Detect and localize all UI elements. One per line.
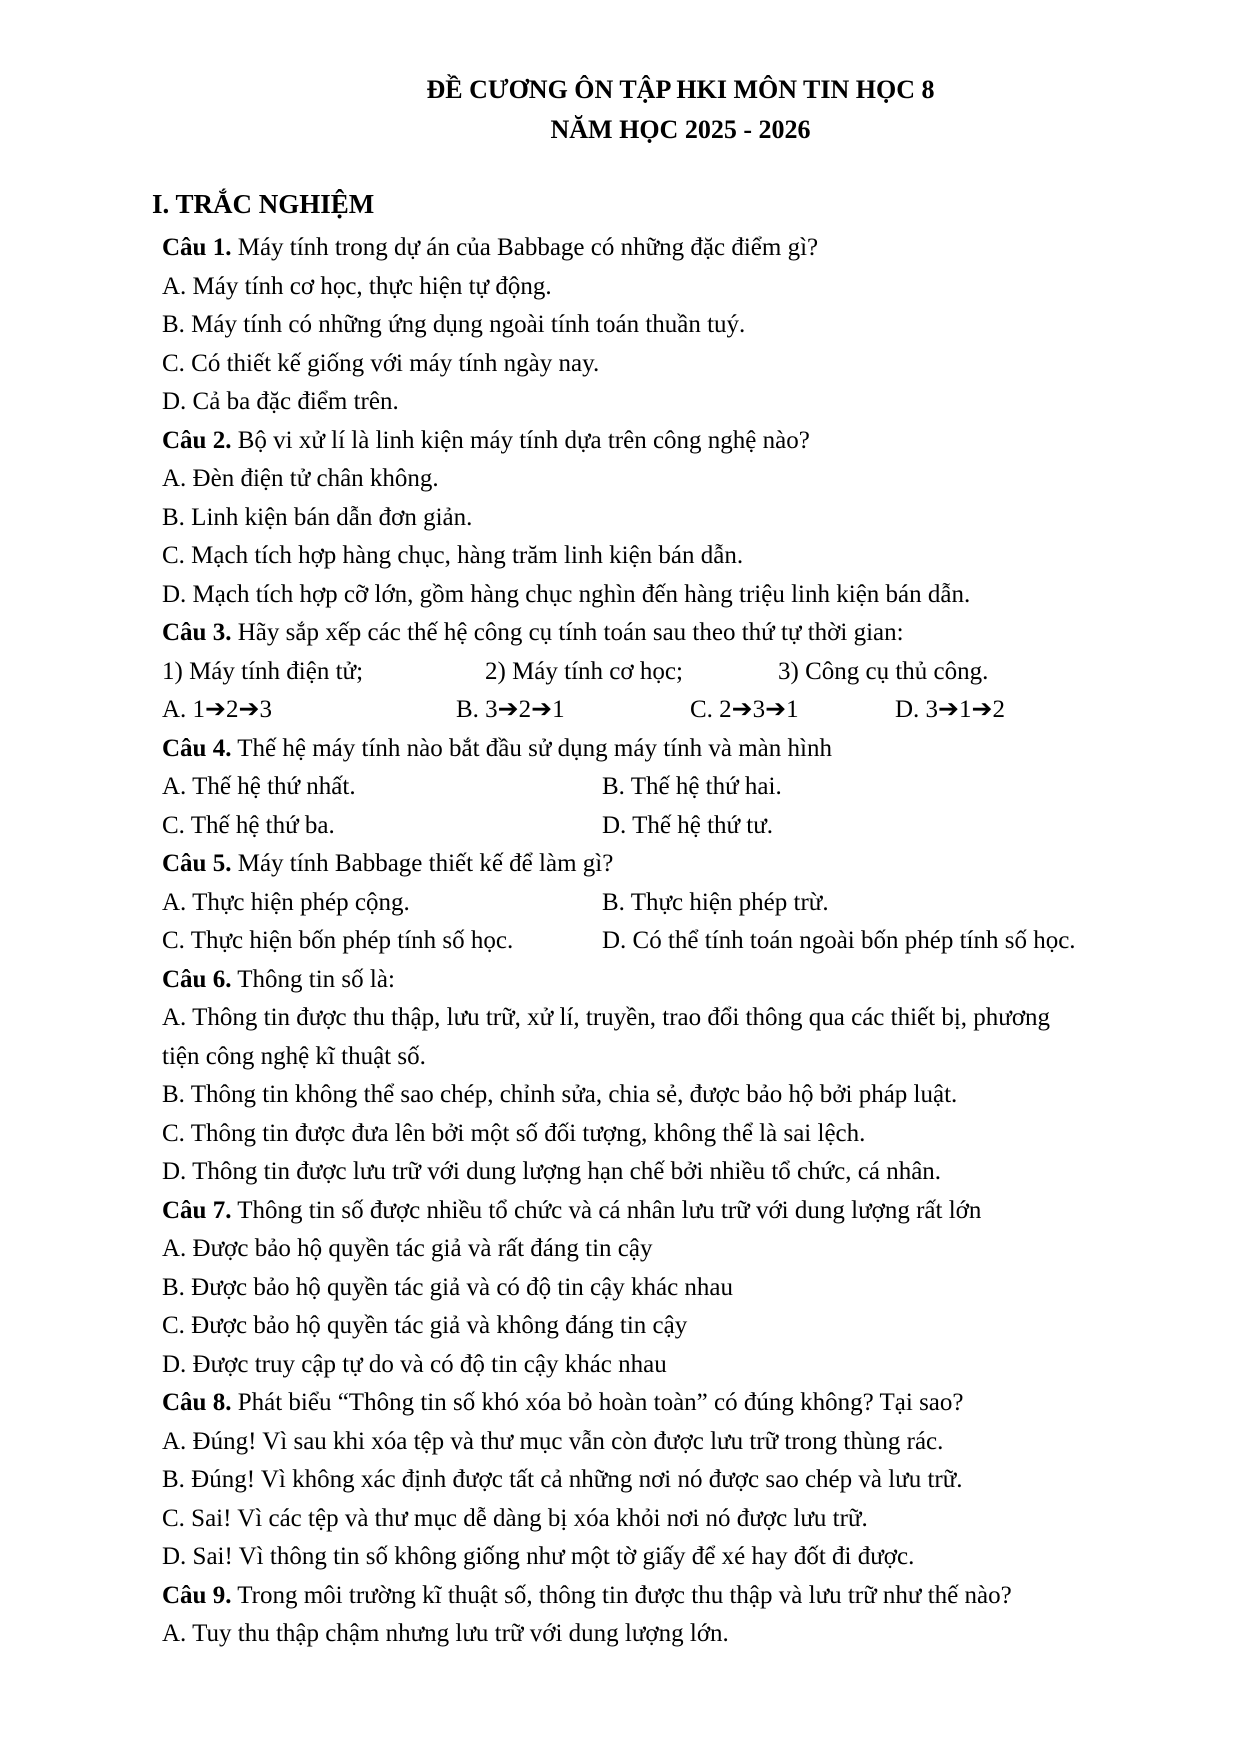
q6-option-a-line1: A. Thông tin được thu thập, lưu trữ, xử lí, truyền, trao đổi thông qua các thiết bị, phương: [162, 1004, 1051, 1031]
q2-option-a: A. Đèn điện tử chân không.: [162, 465, 439, 492]
question-3-text: Hãy sắp xếp các thế hệ công cụ tính toán sau theo thứ tự thời gian:: [231, 619, 904, 646]
q8-option-c: C. Sai! Vì các tệp và thư mục dễ dàng bị xóa khỏi nơi nó được lưu trữ.: [162, 1505, 868, 1532]
q6-option-d: D. Thông tin được lưu trữ với dung lượng hạn chế bởi nhiều tổ chức, cá nhân.: [162, 1158, 942, 1185]
q1-option-d: D. Cả ba đặc điểm trên.: [162, 388, 399, 415]
question-4-text: Thế hệ máy tính nào bắt đầu sử dụng máy tính và màn hình: [231, 735, 832, 762]
question-5-label: Câu 5.: [162, 850, 232, 877]
question-7-text: Thông tin số được nhiều tổ chức và cá nhân lưu trữ với dung lượng rất lớn: [231, 1197, 982, 1224]
q5-option-b: B. Thực hiện phép trừ.: [602, 889, 829, 916]
question-6-text: Thông tin số là:: [231, 966, 395, 993]
q9-option-a: A. Tuy thu thập chậm nhưng lưu trữ với dung lượng lớn.: [162, 1620, 729, 1647]
document-title-line2: NĂM HỌC 2025 - 2026: [550, 115, 811, 144]
q6-option-c: C. Thông tin được đưa lên bởi một số đối tượng, không thể là sai lệch.: [162, 1120, 866, 1147]
question-3: [162, 618, 904, 648]
question-2-text: Bộ vi xử lí là linh kiện máy tính dựa trên công nghệ nào?: [231, 427, 810, 454]
q1-option-c: C. Có thiết kế giống với máy tính ngày nay.: [162, 350, 600, 377]
question-5: [162, 849, 613, 879]
q3-option-a: A. 1➔2➔3: [162, 696, 272, 723]
question-7: [162, 1196, 981, 1226]
q2-option-d: D. Mạch tích hợp cỡ lớn, gồm hàng chục nghìn đến hàng triệu linh kiện bán dẫn.: [162, 581, 971, 608]
question-9-label: Câu 9.: [162, 1582, 232, 1609]
question-1: [162, 233, 818, 263]
q1-option-a: A. Máy tính cơ học, thực hiện tự động.: [162, 273, 552, 300]
q8-option-d: D. Sai! Vì thông tin số không giống như một tờ giấy để xé hay đốt đi được.: [162, 1543, 915, 1570]
q7-option-c: C. Được bảo hộ quyền tác giả và không đáng tin cậy: [162, 1312, 688, 1339]
question-4-label: Câu 4.: [162, 735, 232, 762]
q3-item-1: 1) Máy tính điện tử;: [162, 658, 364, 685]
question-9: [162, 1581, 1012, 1611]
q5-option-d: D. Có thể tính toán ngoài bốn phép tính số học.: [602, 927, 1076, 954]
question-1-label: Câu 1.: [162, 234, 232, 261]
question-8-label: Câu 8.: [162, 1389, 232, 1416]
question-2-label: Câu 2.: [162, 427, 232, 454]
question-7-label: Câu 7.: [162, 1197, 232, 1224]
q3-item-3: 3) Công cụ thủ công.: [778, 658, 989, 685]
q7-option-d: D. Được truy cập tự do và có độ tin cậy khác nhau: [162, 1351, 667, 1378]
q7-option-b: B. Được bảo hộ quyền tác giả và có độ tin cậy khác nhau: [162, 1274, 734, 1301]
q4-option-b: B. Thế hệ thứ hai.: [602, 773, 782, 800]
question-2: [162, 426, 810, 456]
q4-option-a: A. Thế hệ thứ nhất.: [162, 773, 356, 800]
q6-option-b: B. Thông tin không thể sao chép, chỉnh sửa, chia sẻ, được bảo hộ bởi pháp luật.: [162, 1081, 958, 1108]
q1-option-b: B. Máy tính có những ứng dụng ngoài tính toán thuần tuý.: [162, 311, 746, 338]
q4-option-d: D. Thế hệ thứ tư.: [602, 812, 774, 839]
q5-option-a: A. Thực hiện phép cộng.: [162, 889, 410, 916]
question-5-text: Máy tính Babbage thiết kế để làm gì?: [231, 850, 614, 877]
document-title-line1: ĐỀ CƯƠNG ÔN TẬP HKI MÔN TIN HỌC 8: [426, 75, 935, 104]
question-8: [162, 1388, 964, 1418]
q5-option-c: C. Thực hiện bốn phép tính số học.: [162, 927, 514, 954]
section-title: I. TRẮC NGHIỆM: [152, 189, 375, 219]
question-3-label: Câu 3.: [162, 619, 232, 646]
question-6-label: Câu 6.: [162, 966, 232, 993]
q3-option-b: B. 3➔2➔1: [456, 696, 565, 723]
q3-option-c: C. 2➔3➔1: [690, 696, 799, 723]
q3-item-2: 2) Máy tính cơ học;: [485, 658, 683, 685]
question-1-text: Máy tính trong dự án của Babbage có những đặc điểm gì?: [231, 234, 819, 261]
question-6: [162, 965, 395, 995]
q2-option-c: C. Mạch tích hợp hàng chục, hàng trăm linh kiện bán dẫn.: [162, 542, 744, 569]
question-4: [162, 734, 832, 764]
q6-option-a-line2: tiện công nghệ kĩ thuật số.: [162, 1043, 426, 1070]
q3-option-d: D. 3➔1➔2: [895, 696, 1005, 723]
q8-option-a: A. Đúng! Vì sau khi xóa tệp và thư mục vẫn còn được lưu trữ trong thùng rác.: [162, 1428, 944, 1455]
q2-option-b: B. Linh kiện bán dẫn đơn giản.: [162, 504, 473, 531]
question-8-text: Phát biểu “Thông tin số khó xóa bỏ hoàn toàn” có đúng không? Tại sao?: [231, 1389, 964, 1416]
q7-option-a: A. Được bảo hộ quyền tác giả và rất đáng tin cậy: [162, 1235, 653, 1262]
q8-option-b: B. Đúng! Vì không xác định được tất cả những nơi nó được sao chép và lưu trữ.: [162, 1466, 963, 1493]
question-9-text: Trong môi trường kĩ thuật số, thông tin được thu thập và lưu trữ như thế nào?: [231, 1582, 1012, 1609]
q4-option-c: C. Thế hệ thứ ba.: [162, 812, 335, 839]
